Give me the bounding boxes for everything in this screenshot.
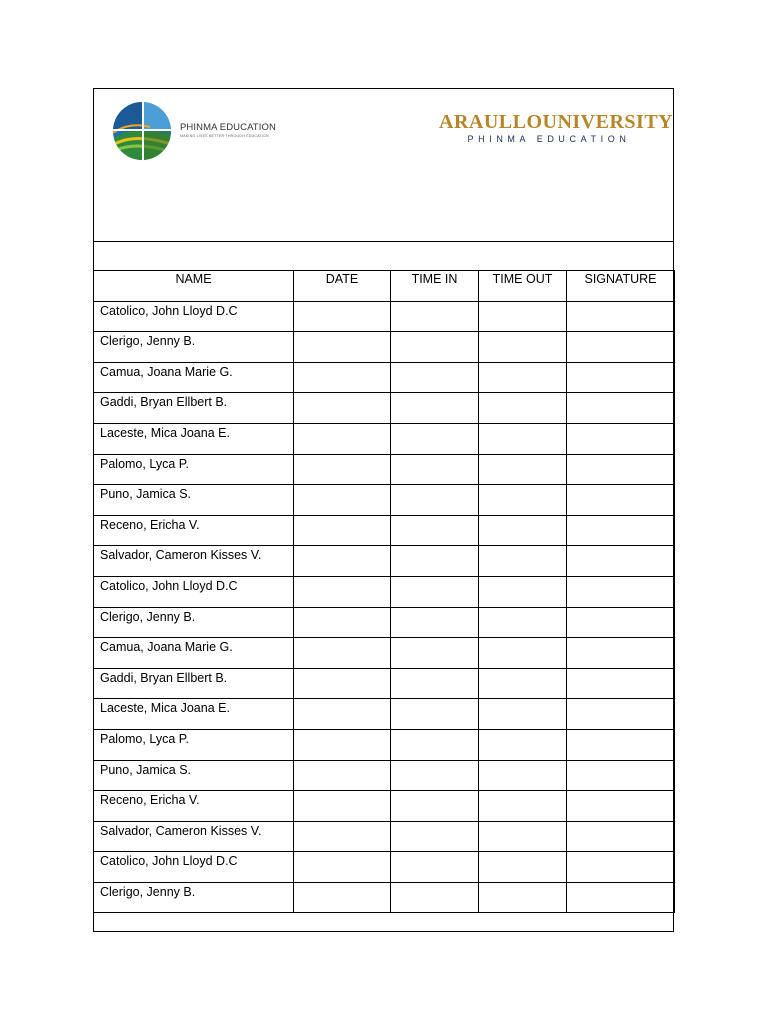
date-cell[interactable] [294, 423, 391, 454]
signature-cell[interactable] [567, 576, 675, 607]
university-subtitle: PHINMA EDUCATION [467, 134, 631, 144]
time-in-cell[interactable] [391, 791, 479, 822]
student-name-cell: Palomo, Lyca P. [94, 454, 294, 485]
time-out-cell[interactable] [479, 485, 567, 516]
table-row [94, 668, 675, 699]
signature-cell[interactable] [567, 607, 675, 638]
signature-cell[interactable] [567, 485, 675, 516]
date-cell[interactable] [294, 699, 391, 730]
date-cell[interactable] [294, 546, 391, 577]
signature-cell[interactable] [567, 515, 675, 546]
table-row [94, 760, 675, 791]
time-out-cell[interactable] [479, 393, 567, 424]
date-cell[interactable] [294, 882, 391, 913]
time-in-cell[interactable] [391, 607, 479, 638]
date-cell[interactable] [294, 301, 391, 332]
time-out-cell[interactable] [479, 638, 567, 669]
time-out-cell[interactable] [479, 607, 567, 638]
time-out-cell[interactable] [479, 821, 567, 852]
time-in-cell[interactable] [391, 423, 479, 454]
student-name-cell: Camua, Joana Marie G. [94, 362, 294, 393]
time-out-cell[interactable] [479, 699, 567, 730]
time-out-cell[interactable] [479, 423, 567, 454]
student-name-cell: Laceste, Mica Joana E. [94, 423, 294, 454]
time-in-cell[interactable] [391, 546, 479, 577]
time-in-cell[interactable] [391, 699, 479, 730]
time-out-cell[interactable] [479, 546, 567, 577]
student-name-cell: Clerigo, Jenny B. [94, 332, 294, 363]
column-header-date: DATE [294, 271, 391, 302]
signature-cell[interactable] [567, 546, 675, 577]
student-name-cell: Camua, Joana Marie G. [94, 638, 294, 669]
student-name-cell: Catolico, John Lloyd D.C [94, 301, 294, 332]
header [94, 89, 673, 241]
table-row [94, 332, 675, 363]
phinma-logo-icon [110, 101, 174, 161]
time-in-cell[interactable] [391, 393, 479, 424]
table-row [94, 454, 675, 485]
table-row [94, 393, 675, 424]
student-name-cell: Palomo, Lyca P. [94, 729, 294, 760]
time-out-cell[interactable] [479, 882, 567, 913]
signature-cell[interactable] [567, 362, 675, 393]
date-cell[interactable] [294, 393, 391, 424]
column-header-signature: SIGNATURE [567, 271, 675, 302]
time-out-cell[interactable] [479, 515, 567, 546]
time-in-cell[interactable] [391, 729, 479, 760]
time-out-cell[interactable] [479, 791, 567, 822]
time-in-cell[interactable] [391, 576, 479, 607]
time-out-cell[interactable] [479, 362, 567, 393]
time-out-cell[interactable] [479, 301, 567, 332]
date-cell[interactable] [294, 607, 391, 638]
phinma-tagline: MAKING LIVES BETTER THROUGH EDUCATION [180, 134, 269, 138]
time-in-cell[interactable] [391, 821, 479, 852]
signature-cell[interactable] [567, 332, 675, 363]
signature-cell[interactable] [567, 393, 675, 424]
column-header-time-out: TIME OUT [479, 271, 567, 302]
student-name-cell: Salvador, Cameron Kisses V. [94, 821, 294, 852]
student-name-cell: Gaddi, Bryan Ellbert B. [94, 393, 294, 424]
signature-cell[interactable] [567, 882, 675, 913]
student-name-cell: Puno, Jamica S. [94, 760, 294, 791]
date-cell[interactable] [294, 760, 391, 791]
time-in-cell[interactable] [391, 760, 479, 791]
column-header-name: NAME [94, 271, 294, 302]
time-out-cell[interactable] [479, 760, 567, 791]
signature-cell[interactable] [567, 729, 675, 760]
date-cell[interactable] [294, 638, 391, 669]
table-row [94, 852, 675, 883]
university-name: ARAULLOUNIVERSITY [439, 111, 674, 133]
blank-title-row [94, 241, 673, 270]
time-in-cell[interactable] [391, 882, 479, 913]
phinma-name: PHINMA EDUCATION [180, 122, 276, 133]
date-cell[interactable] [294, 454, 391, 485]
time-out-cell[interactable] [479, 454, 567, 485]
date-cell[interactable] [294, 485, 391, 516]
date-cell[interactable] [294, 791, 391, 822]
date-cell[interactable] [294, 576, 391, 607]
table-row [94, 882, 675, 913]
signature-cell[interactable] [567, 760, 675, 791]
attendance-sheet [93, 88, 674, 932]
table-row [94, 362, 675, 393]
student-name-cell: Laceste, Mica Joana E. [94, 699, 294, 730]
student-name-cell: Catolico, John Lloyd D.C [94, 576, 294, 607]
column-header-time-in: TIME IN [391, 271, 479, 302]
signature-cell[interactable] [567, 638, 675, 669]
time-in-cell[interactable] [391, 668, 479, 699]
date-cell[interactable] [294, 821, 391, 852]
table-row [94, 791, 675, 822]
date-cell[interactable] [294, 668, 391, 699]
attendance-table [93, 270, 675, 913]
signature-cell[interactable] [567, 791, 675, 822]
time-out-cell[interactable] [479, 332, 567, 363]
table-row [94, 485, 675, 516]
table-row [94, 301, 675, 332]
signature-cell[interactable] [567, 423, 675, 454]
signature-cell[interactable] [567, 301, 675, 332]
signature-cell[interactable] [567, 821, 675, 852]
time-in-cell[interactable] [391, 362, 479, 393]
date-cell[interactable] [294, 332, 391, 363]
student-name-cell: Catolico, John Lloyd D.C [94, 852, 294, 883]
table-row [94, 546, 675, 577]
time-in-cell[interactable] [391, 852, 479, 883]
student-name-cell: Salvador, Cameron Kisses V. [94, 546, 294, 577]
time-out-cell[interactable] [479, 852, 567, 883]
table-row [94, 729, 675, 760]
time-in-cell[interactable] [391, 515, 479, 546]
table-row [94, 638, 675, 669]
table-row [94, 699, 675, 730]
time-out-cell[interactable] [479, 576, 567, 607]
signature-cell[interactable] [567, 454, 675, 485]
header-row [94, 271, 675, 302]
time-in-cell[interactable] [391, 485, 479, 516]
date-cell[interactable] [294, 729, 391, 760]
student-name-cell: Receno, Ericha V. [94, 515, 294, 546]
time-in-cell[interactable] [391, 638, 479, 669]
student-name-cell: Clerigo, Jenny B. [94, 607, 294, 638]
table-row [94, 423, 675, 454]
table-row [94, 607, 675, 638]
table-row [94, 576, 675, 607]
time-in-cell[interactable] [391, 454, 479, 485]
signature-cell[interactable] [567, 699, 675, 730]
student-name-cell: Receno, Ericha V. [94, 791, 294, 822]
time-out-cell[interactable] [479, 668, 567, 699]
time-out-cell[interactable] [479, 729, 567, 760]
student-name-cell: Clerigo, Jenny B. [94, 882, 294, 913]
time-in-cell[interactable] [391, 332, 479, 363]
date-cell[interactable] [294, 852, 391, 883]
table-row [94, 515, 675, 546]
table-row [94, 821, 675, 852]
time-in-cell[interactable] [391, 301, 479, 332]
signature-cell[interactable] [567, 668, 675, 699]
university-logo [439, 111, 674, 144]
student-name-cell: Puno, Jamica S. [94, 485, 294, 516]
student-name-cell: Gaddi, Bryan Ellbert B. [94, 668, 294, 699]
phinma-wordmark [180, 122, 276, 138]
date-cell[interactable] [294, 362, 391, 393]
date-cell[interactable] [294, 515, 391, 546]
signature-cell[interactable] [567, 852, 675, 883]
